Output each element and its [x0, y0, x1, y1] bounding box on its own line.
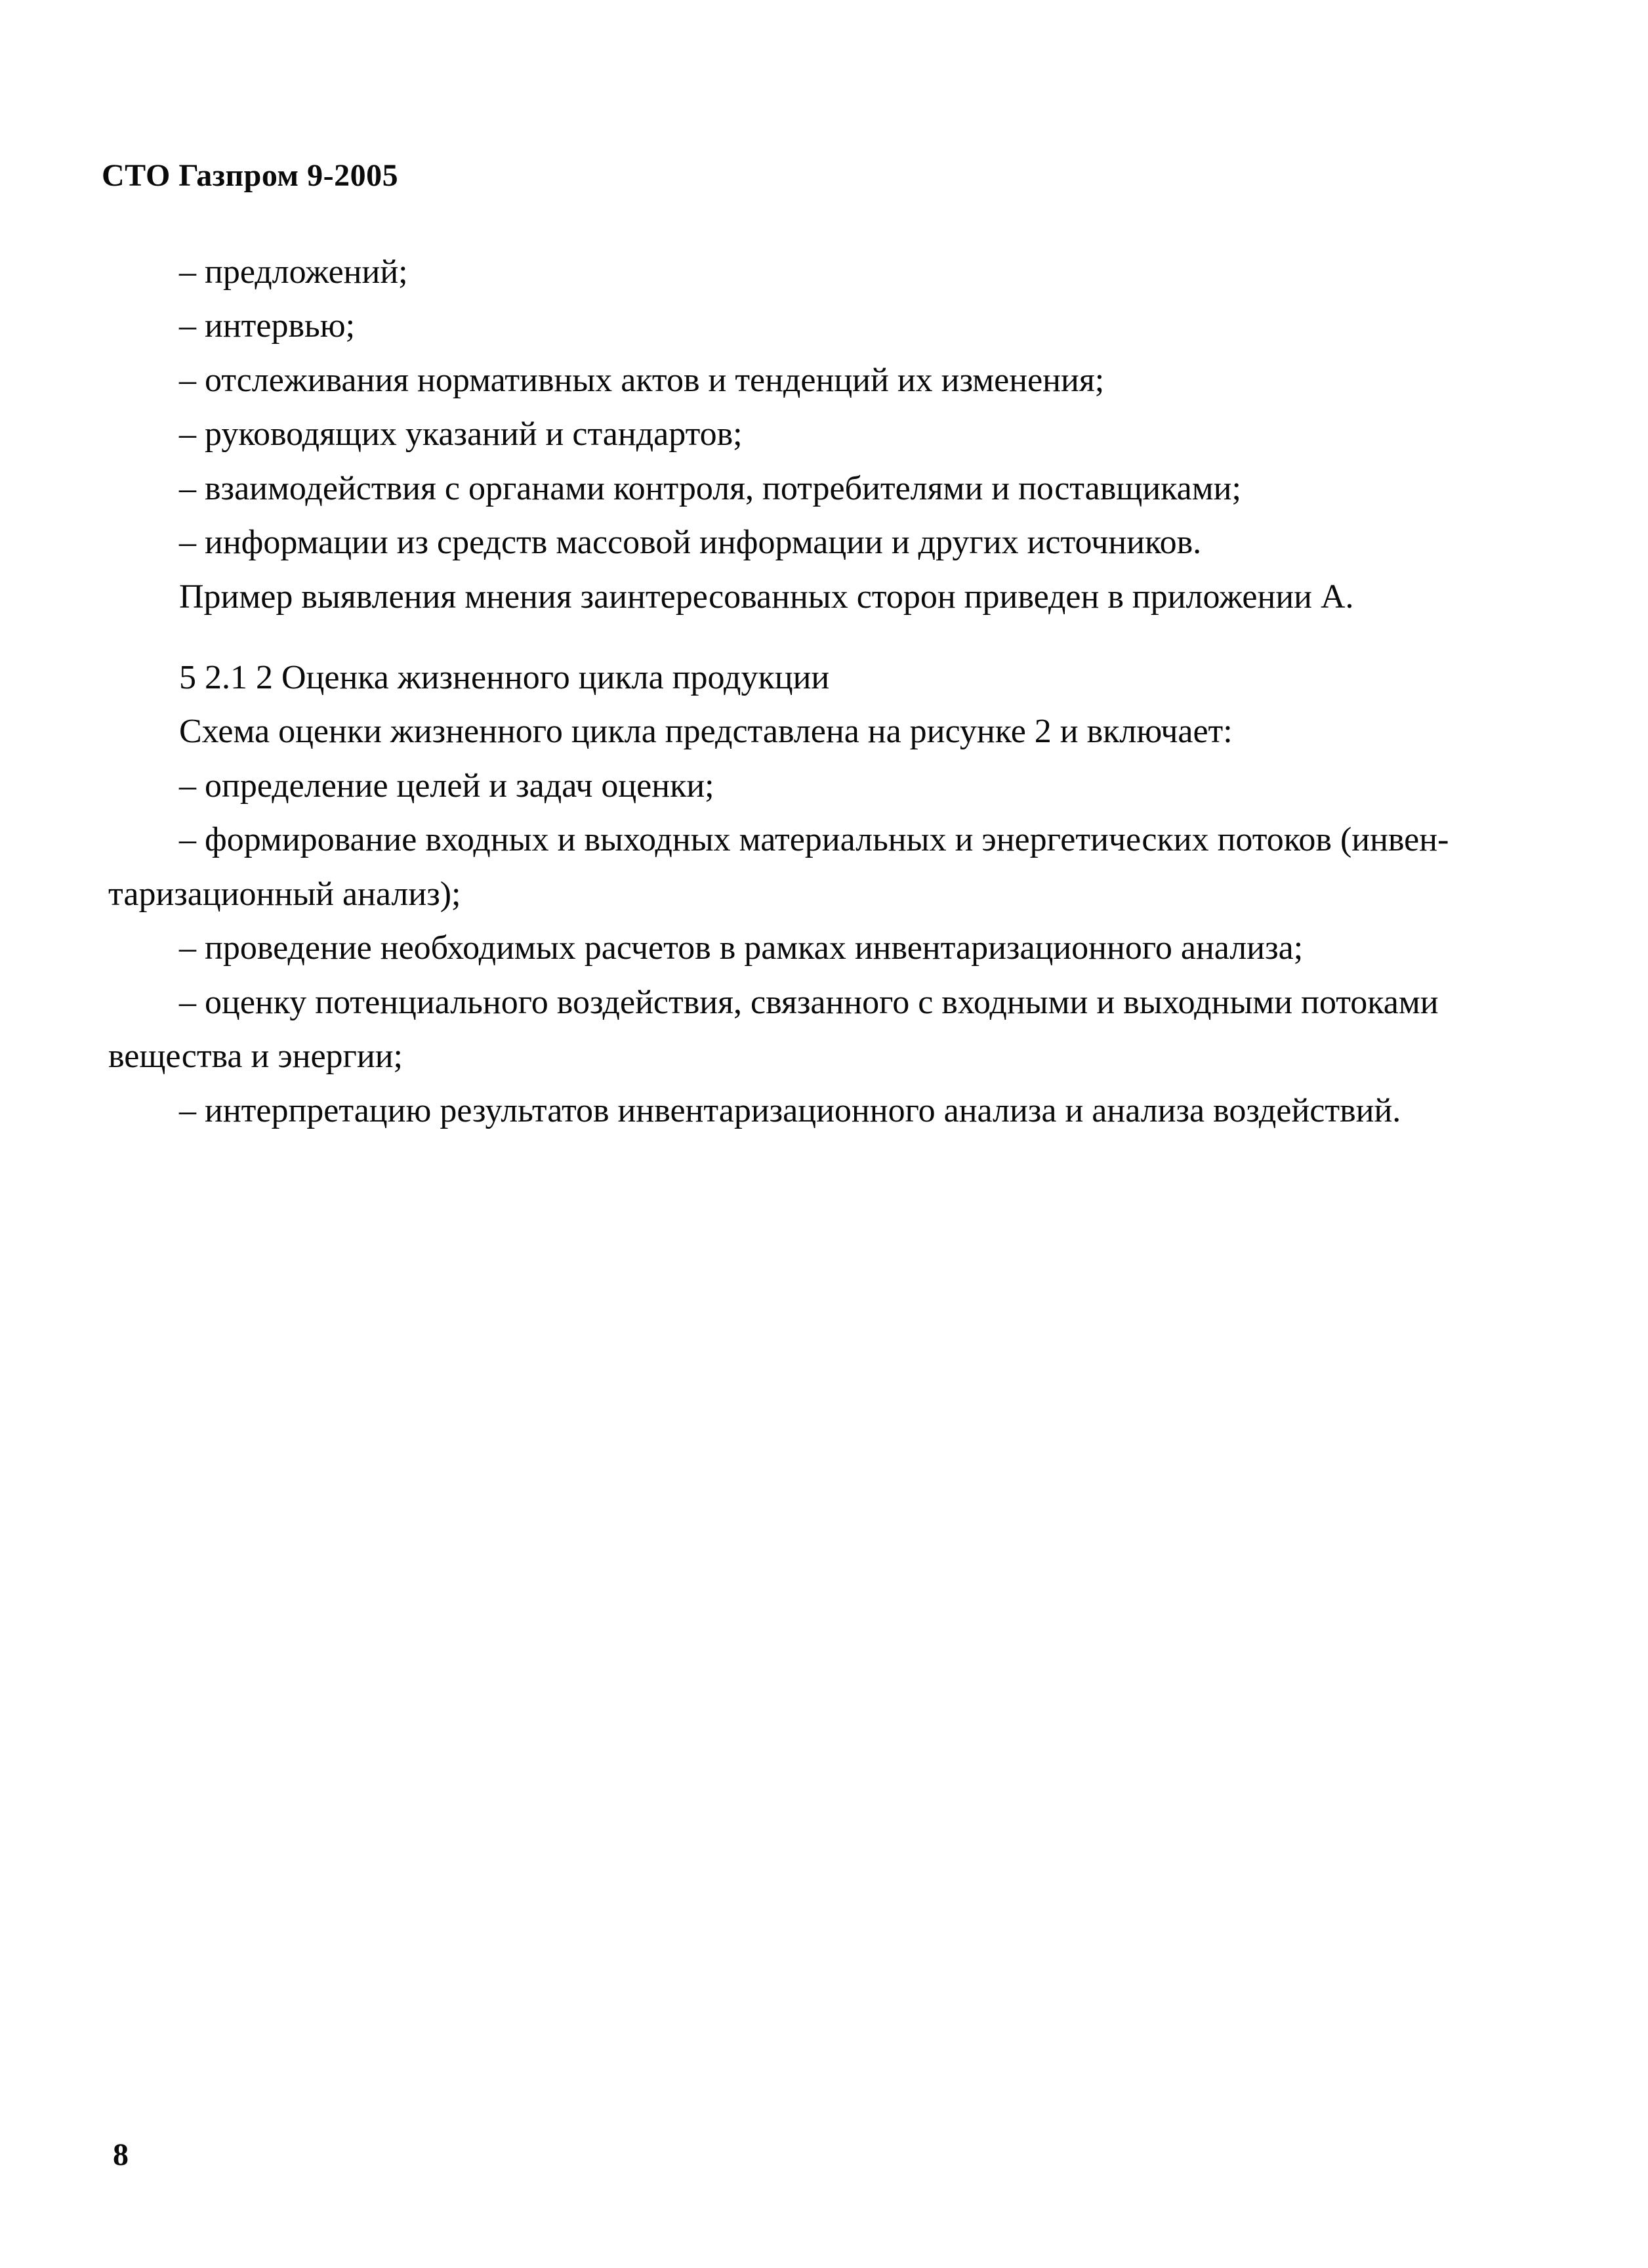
section-heading-life-cycle: 5 2.1 2 Оценка жизненного цикла продукции [179, 659, 830, 696]
paragraph-stakeholder-example: Пример выявления мнения заинтересованных сторон приведен в приложении А. [179, 578, 1354, 616]
list-item-media-info: – информации из средств массовой информации и других источников. [179, 524, 1202, 561]
list-item-regulation-tracking: – отслеживания нормативных актов и тенденций их изменения; [179, 362, 1105, 399]
list-item-proposals: – предложений; [179, 253, 408, 291]
list-item-guidelines: – руководящих указаний и стандартов; [179, 415, 743, 453]
list-item-impact-continuation: вещества и энергии; [108, 1038, 403, 1075]
list-item-interpretation: – интерпретацию результатов инвентаризационного анализа и анализа воздействий. [179, 1092, 1401, 1129]
list-item-calculations: – проведение необходимых расчетов в рамках инвентаризационного анализа; [179, 929, 1304, 967]
document-code-header: СТО Газпром 9-2005 [102, 158, 399, 193]
paragraph-scheme-intro: Схема оценки жизненного цикла представлена на рисунке 2 и включает: [179, 713, 1233, 750]
list-item-impact-assessment: – оценку потенциального воздействия, связанного с входными и выходными потоками [179, 984, 1439, 1021]
list-item-flows: – формирование входных и выходных материальных и энергетических потоков (инвен- [179, 821, 1449, 858]
list-item-interaction: – взаимодействия с органами контроля, потребителями и поставщиками; [179, 470, 1241, 507]
list-item-goals: – определение целей и задач оценки; [179, 767, 714, 805]
page-number: 8 [113, 2137, 129, 2172]
list-item-flows-continuation: таризационный анализ); [108, 875, 461, 913]
list-item-interview: – интервью; [179, 307, 356, 345]
